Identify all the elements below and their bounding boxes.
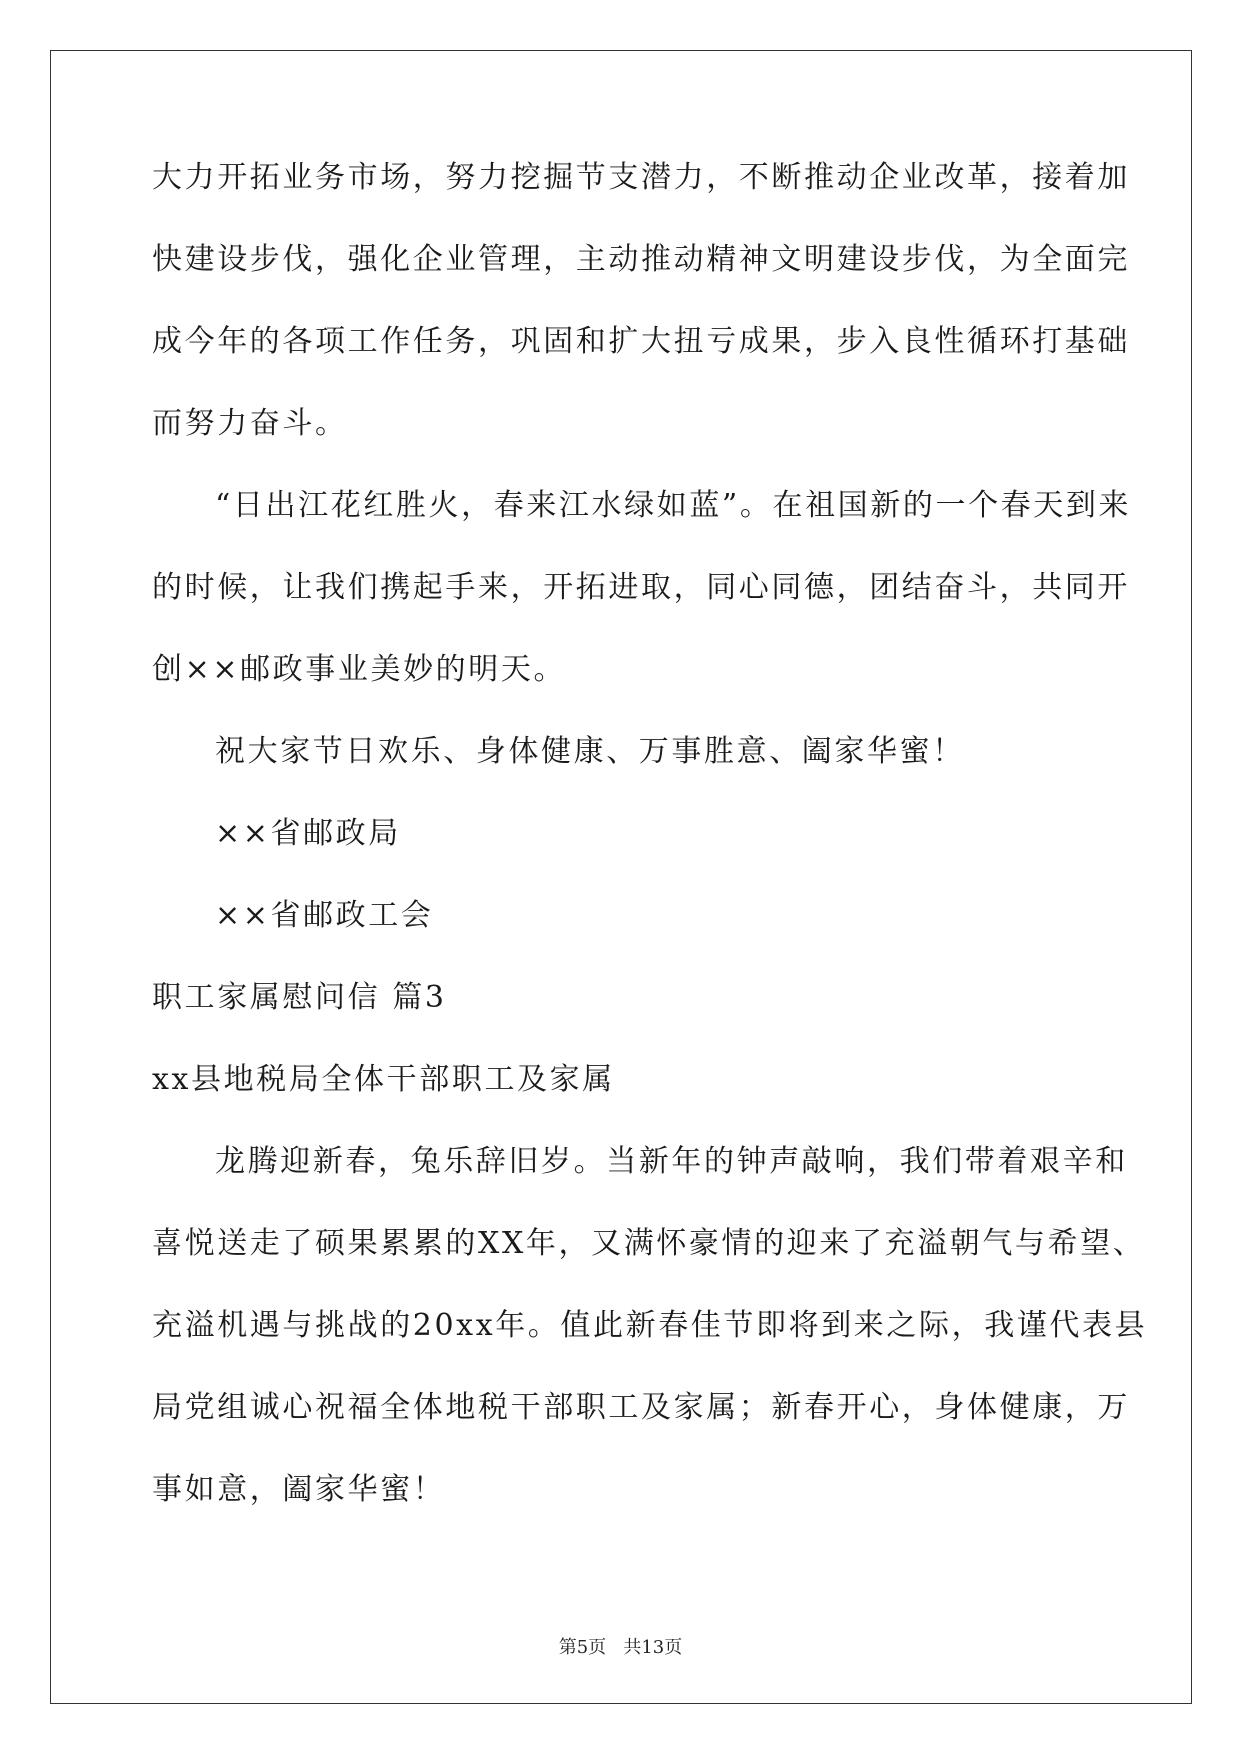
signature-line: ××省邮政局 (215, 816, 401, 851)
text-line: 事如意，阖家华蜜！ (152, 1472, 446, 1507)
salutation-line: xx县地税局全体干部职工及家属 (152, 1062, 615, 1097)
text-line: 龙腾迎新春，兔乐辞旧岁。当新年的钟声敲响，我们带着艰辛和 (215, 1144, 1128, 1179)
text-line: 创××邮政事业美妙的明天。 (152, 652, 567, 687)
text-line: 局党组诚心祝福全体地税干部职工及家属；新春开心，身体健康，万 (152, 1390, 1130, 1425)
text-line: “日出江花红胜火，春来江水绿如蓝”。在祖国新的一个春天到来 (215, 488, 1132, 523)
signature-line: ××省邮政工会 (215, 898, 434, 933)
section-title: 职工家属慰问信 篇3 (152, 980, 447, 1015)
text-line: 充溢机遇与挑战的20xx年。值此新春佳节即将到来之际，我谨代表县 (152, 1308, 1148, 1343)
text-line: 大力开拓业务市场，努力挖掘节支潜力，不断推动企业改革，接着加 (152, 160, 1130, 195)
text-line: 而努力奋斗。 (152, 406, 348, 441)
text-line: 的时候，让我们携起手来，开拓进取，同心同德，团结奋斗，共同开 (152, 570, 1130, 605)
document-body (152, 158, 1148, 1552)
text-line: 祝大家节日欢乐、身体健康、万事胜意、阖家华蜜！ (215, 734, 965, 769)
text-line: 喜悦送走了硕果累累的XX年，又满怀豪情的迎来了充溢朝气与希望、 (152, 1226, 1146, 1261)
text-line: 成今年的各项工作任务，巩固和扩大扭亏成果，步入良性循环打基础 (152, 324, 1130, 359)
page-footer: 第5页 共13页 (558, 1637, 683, 1658)
text-line: 快建设步伐，强化企业管理，主动推动精神文明建设步伐，为全面完 (152, 242, 1130, 277)
